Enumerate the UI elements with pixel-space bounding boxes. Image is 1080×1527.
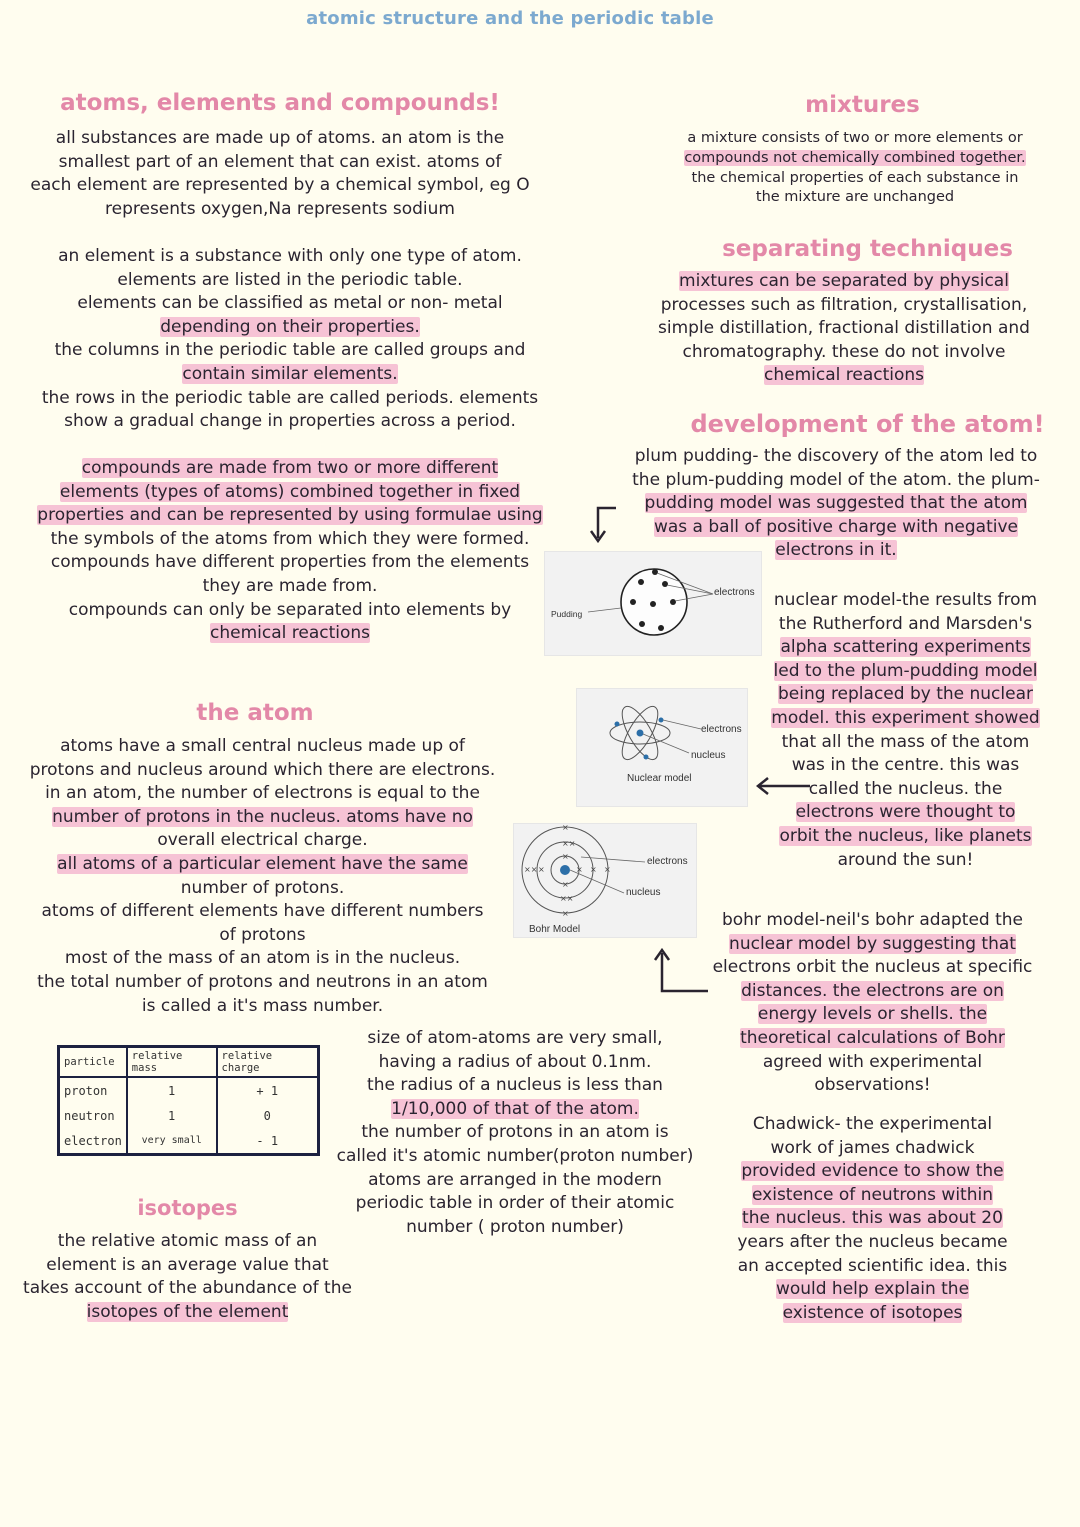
text-line (325, 1098, 705, 1122)
text-line: atoms have a small central nucleus made up of (60, 736, 465, 756)
text-line (758, 683, 1053, 707)
text-line (720, 1207, 1025, 1231)
the-atom-paragraph (5, 735, 520, 1018)
highlight: existence of isotopes (782, 1302, 963, 1323)
text-line: size of atom-atoms are very small, (367, 1028, 663, 1048)
highlight: chemical reactions (763, 365, 924, 386)
text-line: compounds have different properties from the elements (50, 552, 530, 573)
table-cell: very small (127, 1128, 217, 1155)
svg-text:×: × (562, 909, 569, 918)
highlight: chemical reactions (209, 623, 370, 644)
text-line (5, 806, 520, 830)
text-line (758, 825, 1053, 849)
text-line: the chemical properties of each substance in (691, 169, 1019, 186)
nuclear-model-paragraph (758, 589, 1053, 872)
text-line: most of the mass of an atom is in the nucleus. (64, 948, 461, 969)
text-line (10, 481, 570, 505)
text-line: a mixture consists of two or more elements or (687, 130, 1023, 146)
elements-paragraph (10, 245, 570, 434)
text-line: around the sun! (837, 849, 974, 870)
text-line: the plum-pudding model of the atom. the plum- (632, 469, 1040, 490)
table-cell: - 1 (217, 1128, 319, 1155)
table-header-cell: particle (59, 1047, 127, 1078)
the-atom-heading: the atom (196, 700, 314, 726)
highlight: contain similar elements. (182, 363, 398, 384)
highlight: existence of neutrons within (752, 1184, 993, 1205)
text-line: the total number of protons and neutrons in an atom (37, 971, 488, 992)
text-line (10, 457, 570, 481)
highlight: mixtures can be separated by physical (679, 271, 1009, 291)
text-line: of protons (219, 924, 306, 945)
text-line (634, 270, 1054, 294)
arrow-left-icon (754, 774, 814, 798)
text-line (720, 1302, 1025, 1326)
text-line: nuclear model-the results from (773, 590, 1038, 610)
highlight: elements (types of atoms) combined together in fixed (59, 481, 521, 502)
text-line: processes such as filtration, crystallisation, (660, 294, 1028, 315)
text-line: chromatography. these do not involve (682, 341, 1006, 362)
nuclear-model-diagram (576, 688, 748, 807)
highlight: orbit the nucleus, like planets (779, 825, 1032, 846)
highlight: depending on their properties. (160, 316, 420, 337)
text-line: number of protons. (180, 877, 345, 898)
mixtures-paragraph (670, 129, 1040, 208)
svg-text:××: ×× (524, 865, 538, 874)
text-line (720, 1278, 1025, 1302)
text-line: atoms are arranged in the modern (368, 1169, 662, 1190)
svg-text:×: × (576, 865, 583, 874)
text-line: in an atom, the number of electrons is equal to the (45, 783, 480, 804)
table-row (59, 1077, 319, 1103)
highlight: compounds not chemically combined together. (684, 149, 1026, 166)
text-line: the symbols of the atoms from which they were formed. (50, 528, 530, 549)
pudding-label: Pudding (551, 609, 583, 619)
highlight: distances. the electrons are on (741, 980, 1004, 1001)
text-line: the columns in the periodic table are called groups and (54, 340, 526, 361)
text-line: protons and nucleus around which there are electrons. (29, 759, 496, 780)
text-line (700, 933, 1045, 957)
bohr-model-caption: Bohr Model (529, 924, 581, 935)
highlight: 1/10,000 of that of the atom. (391, 1098, 639, 1119)
text-line: the mixture are unchanged (755, 189, 955, 206)
mixtures-heading: mixtures (805, 92, 920, 118)
separating-techniques-heading: separating techniques (722, 236, 1013, 262)
development-heading: development of the atom! (690, 410, 1045, 438)
text-line: elements can be classified as metal or non- metal (77, 293, 503, 314)
highlight: provided evidence to show the (741, 1161, 1004, 1182)
atoms-paragraph (10, 127, 550, 221)
text-line: represents oxygen,Na represents sodium (105, 198, 455, 219)
text-line (758, 660, 1053, 684)
text-line: having a radius of about 0.1nm. (378, 1051, 652, 1072)
highlight: energy levels or shells. the (757, 1004, 988, 1025)
text-line (622, 516, 1050, 540)
svg-text:×: × (590, 865, 597, 874)
text-line: periodic table in order of their atomic (355, 1193, 675, 1214)
table-cell: neutron (59, 1103, 127, 1128)
text-line: agreed with experimental (762, 1051, 983, 1072)
nuclear-model-svg (577, 689, 747, 806)
text-line (700, 1027, 1045, 1051)
text-line: simple distillation, fractional distillation and (658, 318, 1030, 339)
text-line (720, 1184, 1025, 1208)
highlight: compounds are made from two or more different (81, 458, 499, 478)
highlight: number of protons in the nucleus. atoms have no (52, 806, 473, 827)
arrow-down-icon (586, 500, 626, 550)
table-cell: 1 (127, 1103, 217, 1128)
bohr-model-paragraph (700, 909, 1045, 1098)
highlight: was a ball of positive charge with negative (653, 516, 1019, 537)
plum-pudding-diagram (544, 551, 762, 656)
text-line: years after the nucleus became (737, 1231, 1008, 1252)
text-line (758, 707, 1053, 731)
highlight: would help explain the (775, 1279, 970, 1300)
chadwick-paragraph (720, 1113, 1025, 1325)
particle-table (57, 1045, 320, 1156)
table-cell: + 1 (217, 1077, 319, 1103)
plum-pudding-svg (545, 552, 761, 655)
table-cell: electron (59, 1128, 127, 1155)
electrons-label: electrons (647, 856, 688, 867)
plum-pudding-paragraph (622, 445, 1050, 563)
text-line: each element are represented by a chemical symbol, eg O (30, 175, 530, 196)
text-line: number ( proton number) (406, 1216, 624, 1237)
text-line: is called a it's mass number. (141, 995, 384, 1016)
text-line (700, 980, 1045, 1004)
text-line: was in the centre. this was (791, 755, 1020, 776)
nucleus-label: nucleus (626, 887, 661, 898)
text-line (700, 1003, 1045, 1027)
table-cell: proton (59, 1077, 127, 1103)
text-line (758, 801, 1053, 825)
text-line: compounds can only be separated into elements by (68, 599, 512, 620)
text-line: elements are listed in the periodic table. (117, 269, 463, 290)
table-header-cell: relative mass (127, 1047, 217, 1078)
text-line: called it's atomic number(proton number) (336, 1145, 694, 1166)
svg-text:×: × (562, 880, 569, 889)
table-row (59, 1103, 319, 1128)
text-line: takes account of the abundance of the (23, 1278, 352, 1299)
text-line: all substances are made up of atoms. an atom is the (55, 128, 505, 148)
highlight: electrons were thought to (795, 802, 1016, 823)
text-line: Chadwick- the experimental (752, 1114, 993, 1134)
text-line: the relative atomic mass of an (57, 1231, 318, 1251)
text-line: called the nucleus. the (808, 778, 1003, 799)
table-cell: 0 (217, 1103, 319, 1128)
page-title: atomic structure and the periodic table (306, 8, 714, 29)
highlight: model. this experiment showed (771, 707, 1040, 728)
text-line: plum pudding- the discovery of the atom led to (634, 446, 1038, 466)
text-line: the number of protons in an atom is (361, 1122, 669, 1143)
table-row (59, 1128, 319, 1155)
text-line: they are made from. (202, 575, 378, 596)
highlight: pudding model was suggested that the atom (644, 493, 1028, 514)
highlight: the nucleus. this was about 20 (742, 1208, 1003, 1229)
nuclear-model-caption: Nuclear model (627, 773, 692, 784)
text-line (5, 853, 520, 877)
highlight: led to the plum-pudding model (773, 660, 1038, 681)
highlight: alpha scattering experiments (780, 637, 1031, 658)
text-line: bohr model-neil's bohr adapted the (721, 910, 1024, 930)
text-line: an element is a substance with only one type of atom. (58, 246, 522, 266)
text-line (10, 316, 570, 340)
text-line (10, 622, 570, 646)
svg-text:×: × (538, 865, 545, 874)
text-line: the radius of a nucleus is less than (367, 1075, 663, 1096)
svg-text:××: ×× (562, 839, 576, 848)
separating-paragraph (634, 270, 1054, 388)
electrons-label: electrons (714, 587, 755, 598)
table-header-cell: relative charge (217, 1047, 319, 1078)
svg-text:×: × (562, 824, 569, 832)
isotopes-heading: isotopes (137, 1196, 238, 1220)
text-line: element is an average value that (46, 1254, 329, 1275)
text-line: work of james chadwick (770, 1137, 975, 1158)
table-header-row (59, 1047, 319, 1078)
text-line: an accepted scientific idea. this (737, 1255, 1008, 1276)
text-line (758, 636, 1053, 660)
text-line: the rows in the periodic table are called periods. elements (41, 387, 539, 408)
text-line: overall electrical charge. (157, 830, 368, 851)
text-line (622, 492, 1050, 516)
compounds-paragraph (10, 457, 570, 646)
highlight: isotopes of the element (86, 1301, 289, 1322)
text-line: show a gradual change in properties across a period. (64, 411, 516, 432)
text-line: electrons orbit the nucleus at specific (712, 957, 1033, 978)
highlight: nuclear model by suggesting that (729, 933, 1016, 954)
bohr-model-svg (514, 824, 696, 937)
nucleus-label: nucleus (691, 750, 726, 761)
text-line: observations! (814, 1075, 931, 1096)
text-line (670, 149, 1040, 169)
table-cell: 1 (127, 1077, 217, 1103)
text-line (720, 1160, 1025, 1184)
highlight: electrons in it. (775, 540, 897, 561)
bohr-model-diagram (513, 823, 697, 938)
atoms-elements-compounds-heading: atoms, elements and compounds! (60, 90, 500, 116)
highlight: all atoms of a particular element have the same (57, 853, 468, 874)
isotopes-paragraph (5, 1230, 370, 1324)
text-line (10, 363, 570, 387)
text-line: that all the mass of the atom (781, 731, 1030, 752)
size-of-atom-paragraph (325, 1027, 705, 1239)
text-line (5, 1301, 370, 1325)
text-line: smallest part of an element that can exist. atoms of (58, 151, 502, 172)
highlight: theoretical calculations of Bohr (740, 1027, 1005, 1048)
text-line (10, 504, 570, 528)
svg-text:×: × (604, 865, 611, 874)
text-line (634, 364, 1054, 388)
highlight: properties and can be represented by using formulae using (37, 505, 543, 526)
svg-text:×: × (562, 852, 569, 861)
svg-text:××: ×× (560, 894, 574, 903)
text-line: the Rutherford and Marsden's (778, 613, 1033, 634)
text-line: atoms of different elements have different numbers (41, 901, 484, 922)
electrons-label: electrons (701, 724, 742, 735)
highlight: being replaced by the nuclear (778, 684, 1033, 705)
